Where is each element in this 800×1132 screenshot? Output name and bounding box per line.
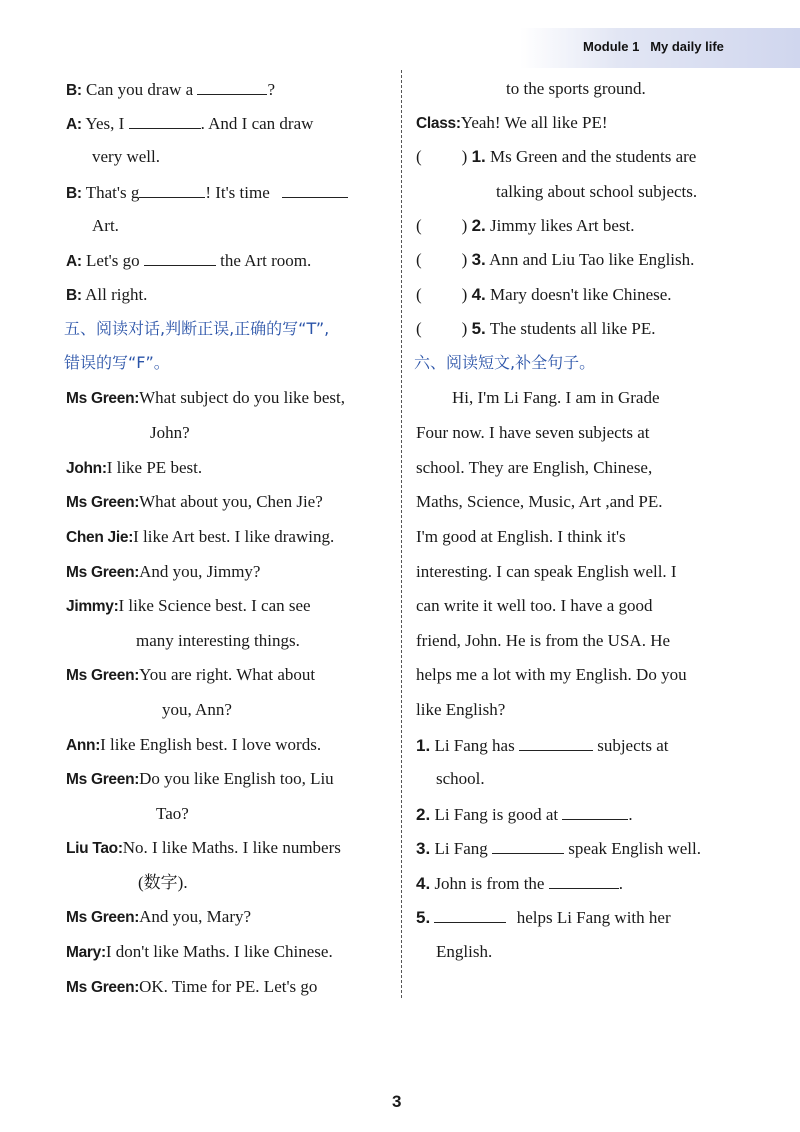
tf-item: ( ) 1. Ms Green and the students are xyxy=(416,147,697,166)
tf-item: ( ) 4. Mary doesn't like Chinese. xyxy=(416,285,672,304)
section-5-instruction: 错误的写“F”。 xyxy=(64,353,170,372)
speaker-label: A xyxy=(66,253,77,270)
tf-item: ( ) 2. Jimmy likes Art best. xyxy=(416,216,635,235)
passage-line: interesting. I can speak English well. I xyxy=(416,562,677,581)
section-6-instruction: 六、阅读短文,补全句子。 xyxy=(414,353,596,372)
dialogue-continuation: very well. xyxy=(92,147,160,166)
dialogue-line: A: Yes, I . And I can draw xyxy=(66,114,314,133)
dialogue-line: B: Can you draw a ? xyxy=(66,80,275,99)
dialogue-line: A: Let's go the Art room. xyxy=(66,251,312,270)
answer-blank[interactable] xyxy=(549,872,619,889)
answer-blank[interactable] xyxy=(144,249,216,266)
answer-paren[interactable]: ( ) xyxy=(416,216,468,235)
question-item: 1. Li Fang has subjects at xyxy=(416,736,669,755)
tf-item: ( ) 3. Ann and Liu Tao like English. xyxy=(416,250,695,269)
dialogue-line: Ms Green:What subject do you like best, xyxy=(66,388,345,407)
dialogue-line: Class:Yeah! We all like PE! xyxy=(416,113,608,132)
question-continuation: school. xyxy=(436,769,485,788)
passage-line: friend, John. He is from the USA. He xyxy=(416,631,671,650)
speaker-label: B xyxy=(66,287,77,304)
speaker-label: Class xyxy=(416,115,456,132)
question-continuation: English. xyxy=(436,942,493,961)
speaker-label: B xyxy=(66,185,77,202)
question-item: 5. helps Li Fang with her xyxy=(416,908,671,927)
dialogue-line: Ms Green:And you, Jimmy? xyxy=(66,562,261,581)
answer-blank[interactable] xyxy=(492,837,564,854)
passage-line: Maths, Science, Music, Art ,and PE. xyxy=(416,492,663,511)
section-5-instruction: 五、阅读对话,判断正误,正确的写“T”, xyxy=(64,319,330,338)
answer-blank[interactable] xyxy=(434,906,506,923)
dialogue-continuation: you, Ann? xyxy=(162,700,232,719)
question-item: 2. Li Fang is good at . xyxy=(416,805,633,824)
dialogue-continuation: John? xyxy=(150,423,190,442)
answer-blank[interactable] xyxy=(129,112,201,129)
tf-item: ( ) 5. The students all like PE. xyxy=(416,319,656,338)
dialogue-line: Chen Jie:I like Art best. I like drawing. xyxy=(66,527,335,546)
passage-line: helps me a lot with my English. Do you xyxy=(416,665,687,684)
dialogue-continuation: (数字). xyxy=(138,873,188,892)
answer-blank[interactable] xyxy=(562,803,628,820)
page-number: 3 xyxy=(392,1092,402,1111)
passage-line: can write it well too. I have a good xyxy=(416,596,653,615)
dialogue-line: Ms Green:And you, Mary? xyxy=(66,907,252,926)
dialogue-line: John:I like PE best. xyxy=(66,458,203,477)
question-item: 4. John is from the . xyxy=(416,874,623,893)
dialogue-line: Jimmy:I like Science best. I can see xyxy=(66,596,311,615)
module-label: Module 1 xyxy=(583,39,640,54)
answer-blank[interactable] xyxy=(197,78,267,95)
speaker-label: B xyxy=(66,82,77,99)
module-title: My daily life xyxy=(650,39,724,54)
dialogue-line: Mary:I don't like Maths. I like Chinese. xyxy=(66,942,333,961)
passage-line: school. They are English, Chinese, xyxy=(416,458,653,477)
dialogue-line: Ms Green:What about you, Chen Jie? xyxy=(66,492,323,511)
passage-line: like English? xyxy=(416,700,506,719)
passage-line: Hi, I'm Li Fang. I am in Grade xyxy=(452,388,660,407)
answer-blank[interactable] xyxy=(282,181,348,198)
dialogue-line: Liu Tao:No. I like Maths. I like numbers xyxy=(66,838,341,857)
answer-paren[interactable]: ( ) xyxy=(416,147,468,166)
dialogue-continuation: to the sports ground. xyxy=(506,79,646,98)
answer-paren[interactable]: ( ) xyxy=(416,319,468,338)
answer-paren[interactable]: ( ) xyxy=(416,250,468,269)
dialogue-line: Ms Green:Do you like English too, Liu xyxy=(66,769,334,788)
passage-line: Four now. I have seven subjects at xyxy=(416,423,650,442)
answer-blank[interactable] xyxy=(519,734,593,751)
dialogue-line: B: That's g ! It's time xyxy=(66,181,348,203)
dialogue-continuation: many interesting things. xyxy=(136,631,300,650)
passage-line: I'm good at English. I think it's xyxy=(416,527,626,546)
dialogue-line: Ms Green:You are right. What about xyxy=(66,665,316,684)
dialogue-line: Ann:I like English best. I love words. xyxy=(66,735,322,754)
dialogue-line: B: All right. xyxy=(66,285,148,304)
speaker-label: A xyxy=(66,116,77,133)
dialogue-continuation: Art. xyxy=(92,216,119,235)
module-header xyxy=(583,39,724,54)
tf-item-continuation: talking about school subjects. xyxy=(496,182,698,201)
question-item: 3. Li Fang speak English well. xyxy=(416,839,701,858)
dialogue-line: Ms Green:OK. Time for PE. Let's go xyxy=(66,977,318,996)
dialogue-continuation: Tao? xyxy=(156,804,189,823)
answer-blank[interactable] xyxy=(139,181,205,198)
column-divider xyxy=(401,70,402,998)
answer-paren[interactable]: ( ) xyxy=(416,285,468,304)
line-text: Can you draw a xyxy=(86,80,194,99)
